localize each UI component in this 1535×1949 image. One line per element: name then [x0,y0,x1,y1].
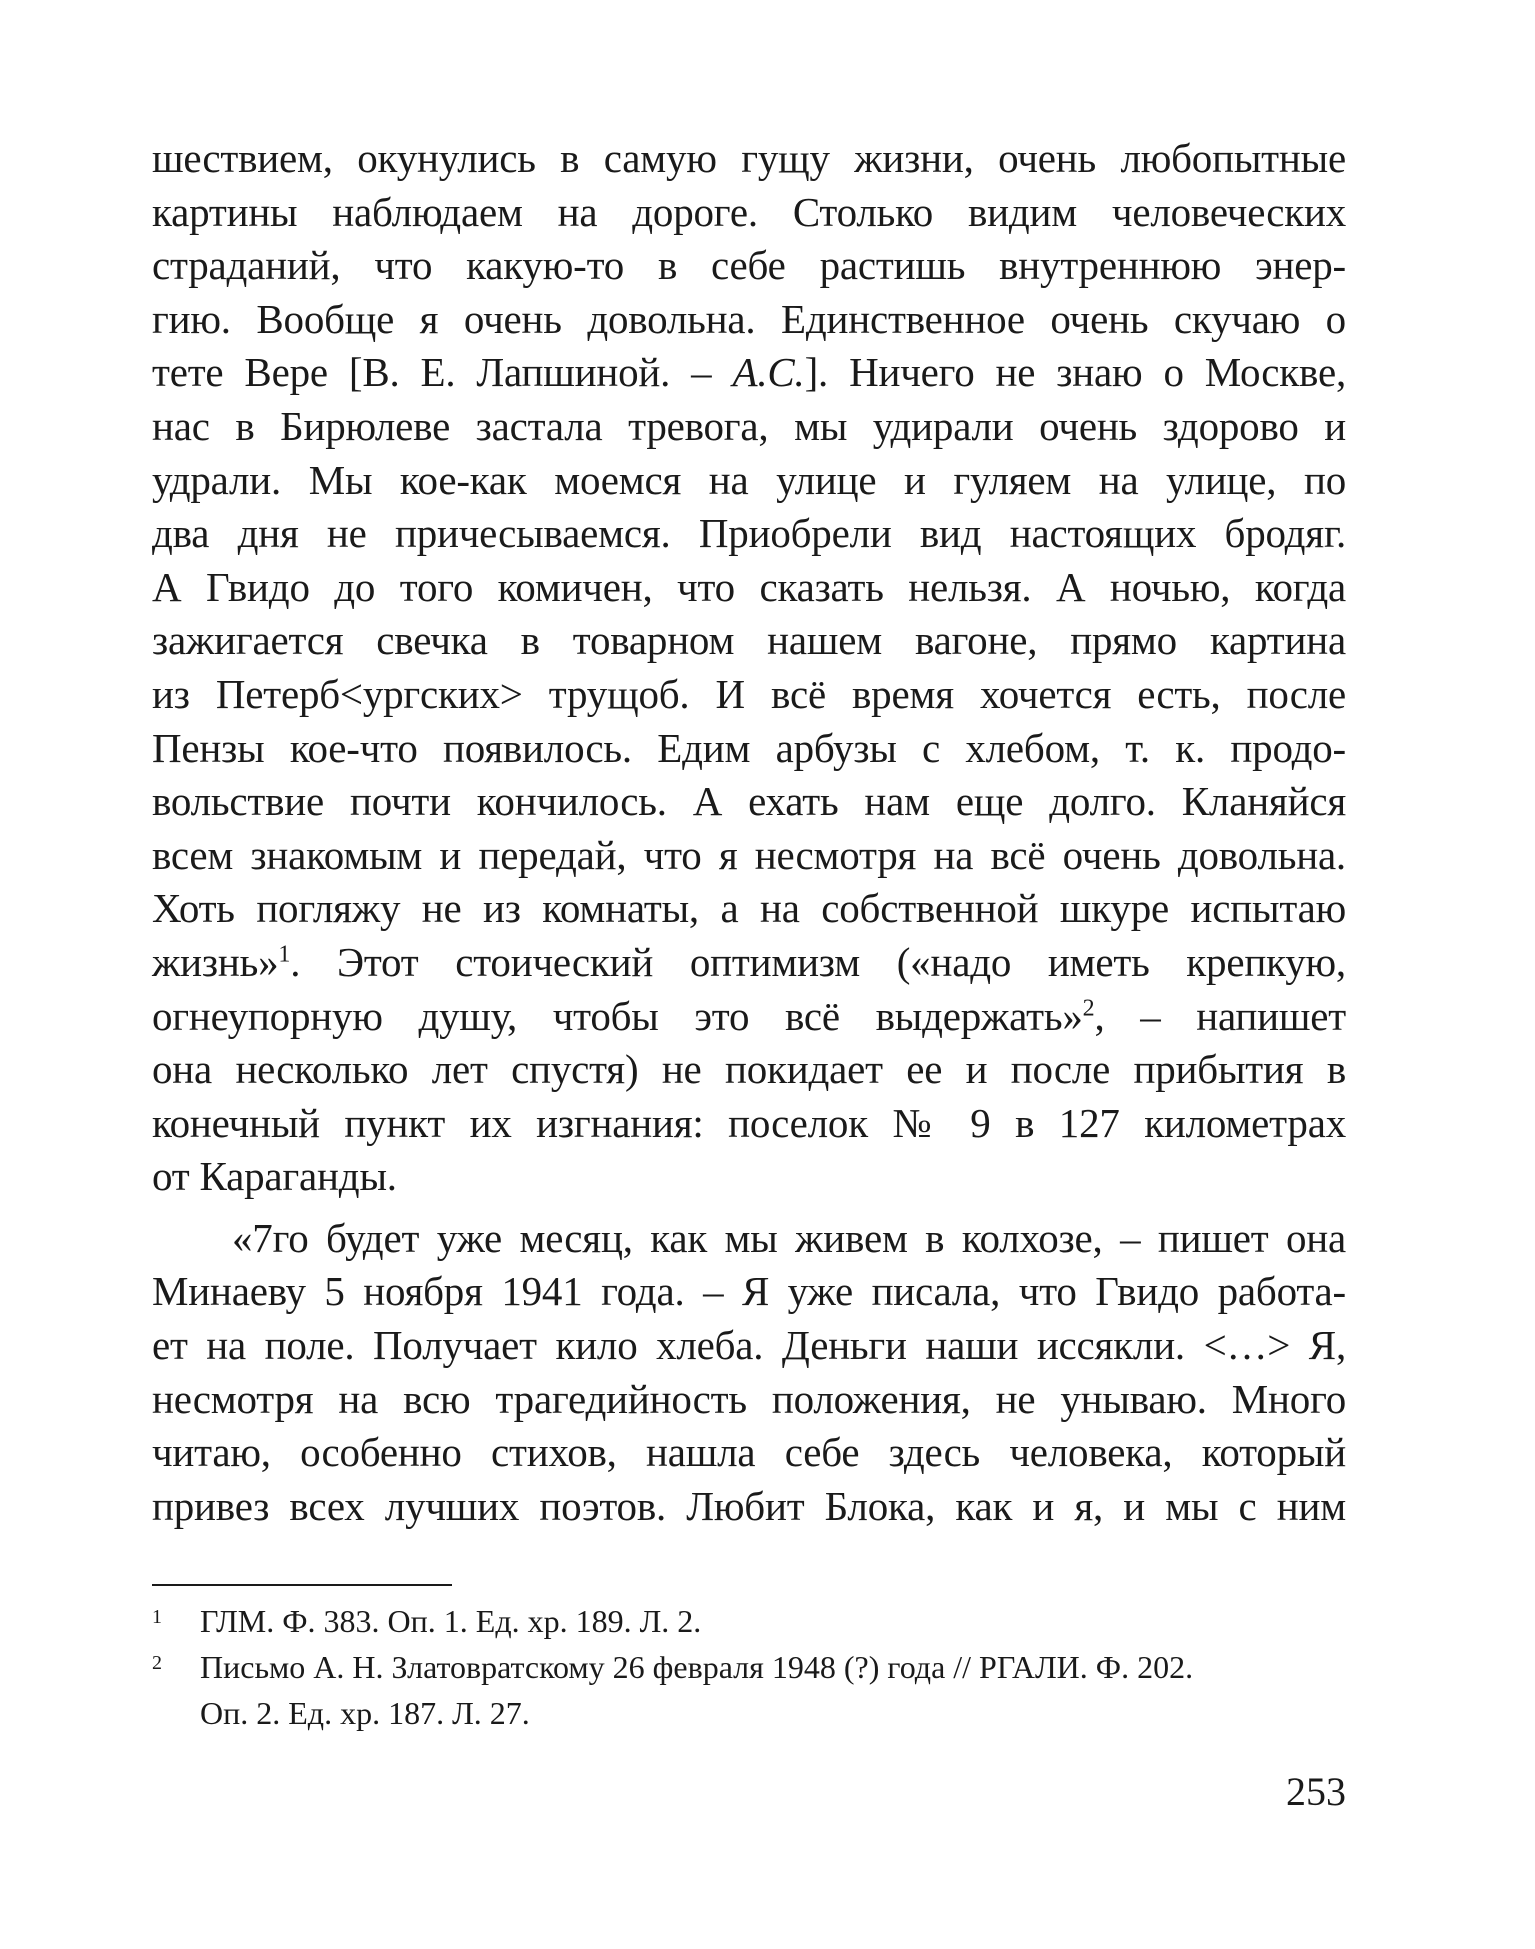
text-line: гию. Вообще я очень довольна. Единственное очень скучаю о [152,295,1346,342]
text-line: страданий, что какую-то в себе растишь внутреннюю энер- [152,242,1346,289]
text-line: удрали. Мы кое-как моемся на улице и гуляем на улице, по [152,456,1346,503]
text-line: Пензы кое-что появилось. Едим арбузы с хлебом, т. к. продо- [152,724,1346,771]
text-line: конечный пункт их изгнания: поселок № 9 в 127 километрах [152,1099,1346,1146]
text-line: картины наблюдаем на дороге. Столько видим человеческих [152,188,1346,235]
text-line: «7го будет уже месяц, как мы живем в колхозе, – пишет она [232,1214,1346,1261]
footnote-text: ГЛМ. Ф. 383. Оп. 1. Ед. хр. 189. Л. 2. [200,1603,702,1639]
text-line: вольствие почти кончилось. А ехать нам еще долго. Кланяйся [152,778,1346,825]
text-line: нас в Бирюлеве застала тревога, мы удирали очень здорово и [152,402,1346,449]
text-line [152,990,1346,1044]
text-segment: , – напишет [1094,992,1347,1039]
editor-initials: А.С. [732,349,805,396]
page-number: 253 [1286,1769,1346,1814]
main-text [152,132,1346,1533]
text-line: несмотря на всю трагедийность положения, не унываю. Много [152,1375,1346,1422]
text-line: от Караганды. [152,1153,397,1200]
footnote-number: 1 [152,1606,162,1628]
text-line [152,936,1346,990]
footnote-ref-2[interactable]: 2 [1082,994,1095,1021]
footnote-number: 2 [152,1652,162,1674]
text-line: всем знакомым и передай, что я несмотря на всё очень довольна. [152,831,1346,878]
text-line: ет на поле. Получает кило хлеба. Деньги наши иссякли. <…> Я, [152,1322,1346,1369]
text-line: два дня не причесываемся. Приобрели вид настоящих бродяг. [152,510,1346,557]
text-line: Хоть погляжу не из комнаты, а на собственной шкуре испытаю [152,885,1346,932]
footnote-divider [152,1584,452,1586]
text-line: из Петерб<ургских> трущоб. И всё время хочется есть, после [152,670,1346,717]
text-line: А Гвидо до того комичен, что сказать нельзя. А ночью, когда [152,563,1346,610]
text-line: привез всех лучших поэтов. Любит Блока, как и я, и мы с ним [152,1482,1346,1529]
text-line: зажигается свечка в товарном нашем вагоне, прямо картина [152,617,1346,664]
footnote-text: Письмо А. Н. Златовратскому 26 февраля 1948 (?) года // РГАЛИ. Ф. 202. [200,1649,1194,1685]
text-segment: жизнь» [152,938,279,985]
text-line: она несколько лет спустя) не покидает ее и после прибытия в [152,1046,1346,1093]
text-segment: огнеупорную душу, чтобы это всё выдержать» [152,992,1083,1039]
text-line: Минаеву 5 ноября 1941 года. – Я уже писала, что Гвидо работа- [152,1268,1346,1315]
text-segment: тете Вере [В. Е. Лапшиной. – [152,349,733,396]
footnotes [152,1598,1346,1736]
text-segment: ]. Ничего не знаю о Москве, [804,349,1346,396]
text-line: шествием, окунулись в самую гущу жизни, очень любопытные [152,135,1346,181]
footnote-2 [152,1644,1346,1736]
footnote-ref-1[interactable]: 1 [278,941,291,968]
text-line [152,346,1346,400]
book-page [152,0,1346,1949]
text-line: читаю, особенно стихов, нашла себе здесь человека, который [152,1429,1346,1476]
text-segment: . Этот стоический оптимизм («надо иметь крепкую, [290,938,1346,985]
footnote-1 [152,1598,1346,1644]
footnote-text: Оп. 2. Ед. хр. 187. Л. 27. [200,1695,530,1731]
paragraph-gap [152,1204,1346,1212]
